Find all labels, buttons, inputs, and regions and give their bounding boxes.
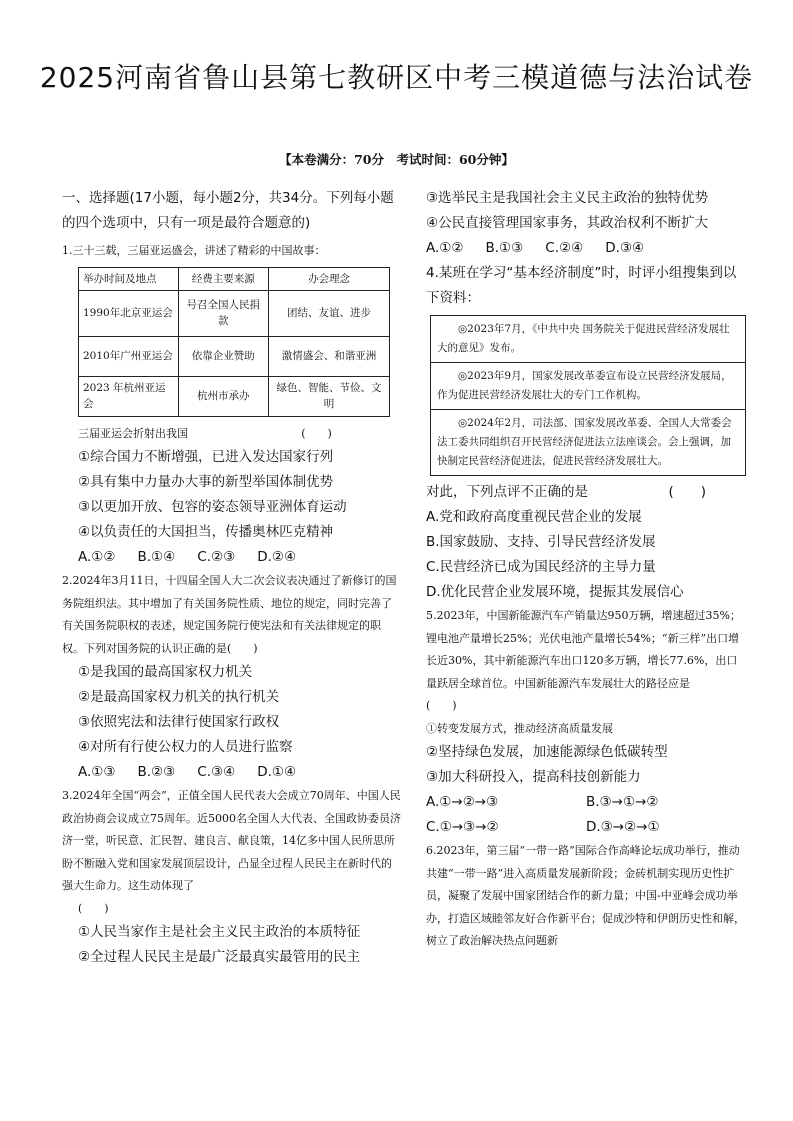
list-item: ②全过程人民民主是最广泛最真实最管用的民主 — [78, 949, 361, 965]
q3-options — [426, 236, 746, 261]
table-cell: 1990年北京亚运会 — [79, 290, 179, 336]
option-a[interactable]: A.①② — [78, 549, 116, 565]
list-item: ③加大科研投入，提高科技创新能力 — [426, 769, 641, 785]
option-c[interactable]: C.②④ — [545, 240, 584, 256]
material-item: ◎2023年9月，国家发展改革委宣布设立民营经济发展局，作为促进民营经济发展壮大的专门工作机构。 — [431, 363, 745, 410]
q5-items — [426, 718, 746, 741]
q4-material-box — [430, 315, 746, 476]
question-4 — [426, 261, 746, 605]
list-item: ③以更加开放、包容的姿态领导亚洲体育运动 — [78, 499, 347, 515]
question-2 — [62, 570, 402, 785]
option-b[interactable]: B.②③ — [137, 764, 176, 780]
q1-items — [62, 445, 402, 570]
q4-question — [426, 480, 746, 505]
q4-question-text: 对此，下列点评不正确的是 — [426, 484, 588, 500]
q5-options — [426, 790, 746, 840]
q1-table-header — [79, 267, 390, 290]
list-item: ②坚持绿色发展，加速能源绿色低碳转型 — [426, 744, 668, 760]
table-cell: 团结、友谊、进步 — [268, 290, 389, 336]
option-d[interactable]: D.③→②→① — [586, 819, 660, 835]
section-heading: 一、选择题(17小题，每小题2分，共34分。下列每小题的四个选项中，只有一项是最符合题意的) — [62, 190, 394, 231]
q2-items — [62, 660, 402, 785]
table-cell: 依靠企业赞助 — [178, 336, 268, 376]
list-item: ④对所有行使公权力的人员进行监察 — [78, 739, 293, 755]
answer-bracket: ( ) — [426, 699, 457, 712]
table-cell: 号召全国人民捐款 — [178, 290, 268, 336]
right-column — [426, 186, 746, 953]
table-row — [79, 376, 390, 416]
option-b[interactable]: B.③→①→② — [586, 794, 659, 810]
list-item: ①人民当家作主是社会主义民主政治的本质特征 — [78, 924, 361, 940]
question-1 — [62, 240, 402, 570]
answer-bracket: ( ) — [668, 484, 707, 500]
q2-options — [78, 760, 402, 785]
option-b[interactable]: B.国家鼓励、支持、引导民营经济发展 — [426, 534, 656, 550]
option-b[interactable]: B.①③ — [485, 240, 524, 256]
option-c[interactable]: C.②③ — [197, 549, 236, 565]
option-d[interactable]: D.①④ — [257, 764, 297, 780]
answer-bracket: ( ) — [78, 901, 109, 915]
q5-stem: 5.2023年，中国新能源汽车产销量达950万辆，增速超过35%；锂电池产量增长25%；光伏电池产量增长54%；“新三样”出口增长近30%，其中新能源汽车出口120多万辆，增长77.6%，出口量跃居全球首位。中国新能源汽车发展壮大的路径应是 — [426, 609, 741, 690]
q4-stem: 4.某班在学习“基本经济制度”时，时评小组搜集到以下资料： — [426, 265, 737, 306]
exam-meta: 【本卷满分：70分 考试时间：60分钟】 — [279, 152, 514, 167]
q6-stem: 6.2023年，第三届“一带一路”国际合作高峰论坛成功举行，推动共建“一带一路”进入高质量发展新阶段；金砖机制实现历史性扩员，凝聚了发展中国家团结合作的新力量；中国-中亚峰会成功举办，打造区域睦邻友好合作新平台；促成沙特和伊朗历史性和解，树立了政治解决热点问题新 — [426, 844, 745, 947]
question-3 — [62, 785, 402, 970]
option-a[interactable]: A.①→②→③ — [426, 794, 499, 810]
option-c[interactable]: C.民营经济已成为国民经济的主导力量 — [426, 559, 656, 575]
option-d[interactable]: D.③④ — [605, 240, 645, 256]
option-a[interactable]: A.①③ — [78, 764, 116, 780]
table-cell: 杭州市承办 — [178, 376, 268, 416]
q5-items-2 — [426, 740, 746, 840]
q3-stem: 3.2024年全国“两会”，正值全国人民代表大会成立70周年、中国人民政治协商会议成立75周年。近5000名全国人大代表、全国政协委员济济一堂，听民意、汇民智、建良言、献良策，14亿多中国人民所思所盼不断融入党和国家发展顶层设计，凸显全过程人民民主在新时代的强大生命力。这生动体现了 — [62, 789, 401, 892]
option-c[interactable]: C.③④ — [197, 764, 236, 780]
list-item: ③选举民主是我国社会主义民主政治的独特优势 — [426, 190, 709, 206]
table-row — [79, 336, 390, 376]
table-cell: 经费主要来源 — [178, 267, 268, 290]
table-cell: 2023 年杭州亚运会 — [79, 376, 179, 416]
option-a[interactable]: A.党和政府高度重视民营企业的发展 — [426, 509, 642, 525]
list-item: ②具有集中力量办大事的新型举国体制优势 — [78, 474, 334, 490]
q1-stem: 1.三十三载，三届亚运盛会，讲述了精彩的中国故事： — [62, 244, 326, 257]
left-column — [62, 186, 402, 970]
q1-question — [62, 423, 402, 446]
option-c[interactable]: C.①→③→② — [426, 819, 499, 835]
table-cell: 绿色、智能、节俭、文明 — [268, 376, 389, 416]
list-item: ②是最高国家权力机关的执行机关 — [78, 689, 280, 705]
table-cell: 激情盛会、和谐亚洲 — [268, 336, 389, 376]
option-b[interactable]: B.①④ — [137, 549, 176, 565]
q4-choices — [426, 505, 746, 605]
list-item: ①转变发展方式，推动经济高质量发展 — [426, 721, 613, 735]
material-item: ◎2023年7月，《中共中央 国务院关于促进民营经济发展壮大的意见》发布。 — [431, 316, 745, 363]
list-item: ③依照宪法和法律行使国家行政权 — [78, 714, 280, 730]
table-cell: 办会理念 — [268, 267, 389, 290]
list-item: ①是我国的最高国家权力机关 — [78, 664, 253, 680]
table-row — [79, 290, 390, 336]
list-item: ④公民直接管理国家事务，其政治权利不断扩大 — [426, 215, 709, 231]
exam-title: 2025河南省鲁山县第七教研区中考三模道德与法治试卷 — [39, 61, 754, 94]
question-6 — [426, 840, 746, 953]
q1-question-text: 三届亚运会折射出我国 — [78, 426, 188, 440]
answer-bracket: ( ) — [301, 426, 332, 440]
table-cell: 举办时间及地点 — [79, 267, 179, 290]
q3-items-left — [62, 920, 402, 970]
q1-options — [78, 545, 402, 570]
q2-stem: 2.2024年3月11日，十四届全国人大二次会议表决通过了新修订的国务院组织法。其中增加了有关国务院性质、地位的规定，同时完善了有关国务院职权的表述，规定国务院行使宪法和有关法律规定的职权。下列对国务院的认识正确的是( ) — [62, 574, 397, 655]
q1-table — [78, 267, 390, 417]
option-a[interactable]: A.①② — [426, 240, 464, 256]
question-5 — [426, 605, 746, 840]
list-item: ④以负责任的大国担当，传播奥林匹克精神 — [78, 524, 334, 540]
list-item: ①综合国力不断增强，已进入发达国家行列 — [78, 449, 334, 465]
table-cell: 2010年广州亚运会 — [79, 336, 179, 376]
q3-items-right — [426, 186, 746, 261]
option-d[interactable]: D.优化民营企业发展环境，提振其发展信心 — [426, 584, 684, 600]
material-item: ◎2024年2月，司法部、国家发展改革委、全国人大常委会法工委共同组织召开民营经济促进法立法座谈会。会上强调，加快制定民营经济促进法，促进民营经济发展壮大。 — [437, 417, 732, 467]
option-d[interactable]: D.②④ — [257, 549, 297, 565]
